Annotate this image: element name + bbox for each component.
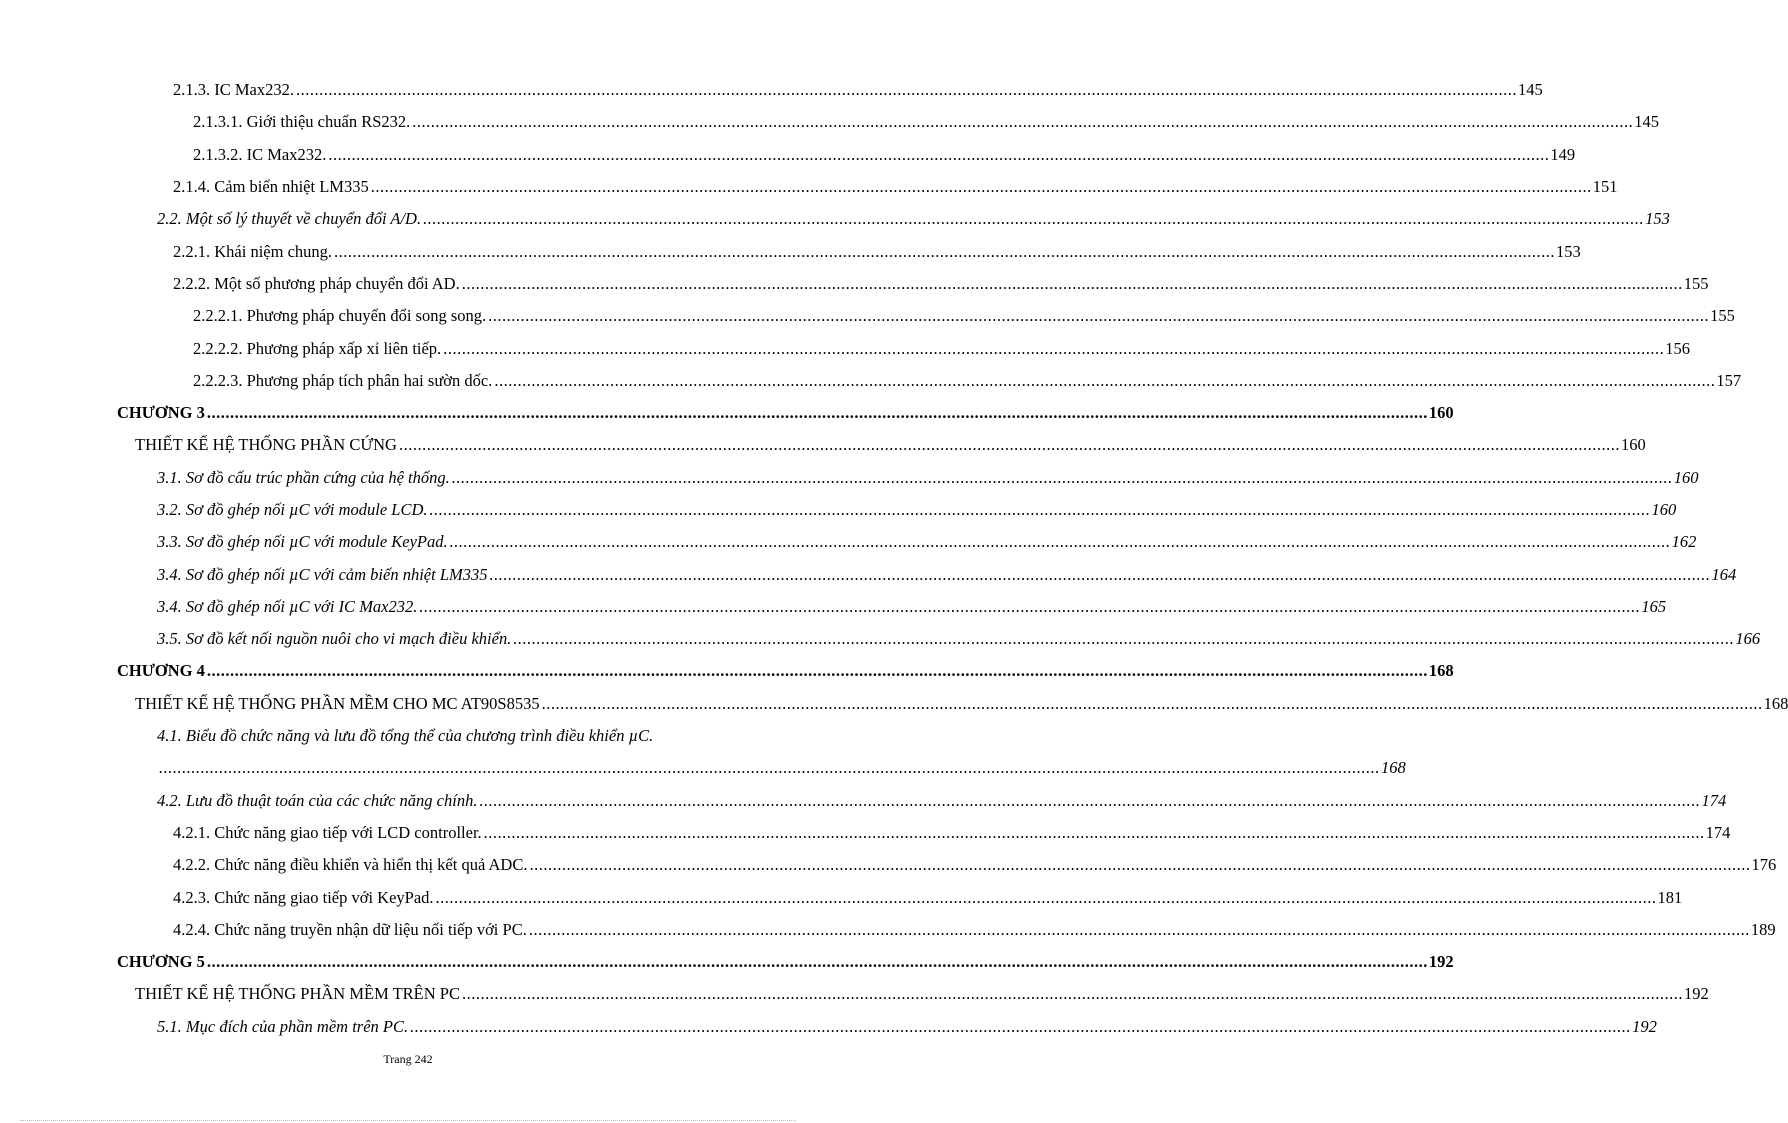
toc-entry (0, 235, 1581, 267)
toc-dot-leader (479, 791, 1700, 811)
toc-entry-label: 2.1.4. Cảm biến nhiệt LM335 (173, 177, 369, 197)
toc-entry (0, 914, 1776, 946)
toc-dot-leader (542, 694, 1763, 714)
toc-dot-leader (462, 984, 1683, 1004)
toc-entry-line (0, 112, 1660, 132)
toc-entry-label: 3.2. Sơ đồ ghép nối µC với module LCD. (157, 500, 428, 519)
toc-entry-label: 4.2.3. Chức năng giao tiếp với KeyPad. (173, 887, 434, 907)
toc-dot-leader (452, 468, 1673, 488)
toc-entry (0, 332, 1690, 364)
toc-dot-leader (488, 306, 1709, 326)
toc-page-number: 162 (1671, 532, 1697, 552)
toc-entry-line (0, 306, 1735, 326)
toc-entry (0, 849, 1777, 881)
toc-entry-label: 5.1. Mục đích của phần mềm trên PC. (157, 1016, 409, 1036)
toc-dot-leader (529, 855, 1750, 875)
toc-entry (0, 268, 1709, 300)
toc-page-number: 151 (1592, 177, 1618, 197)
toc-dot-leader (371, 177, 1592, 197)
toc-entry (0, 558, 1737, 590)
toc-dot-leader (410, 1017, 1631, 1037)
toc-entry (0, 881, 1683, 913)
toc-dot-leader (513, 629, 1734, 649)
toc-entry (0, 688, 1788, 720)
toc-page-number: 156 (1665, 338, 1690, 358)
toc-entry-label: THIẾT KẾ HỆ THỐNG PHẦN MỀM TRÊN PC (135, 984, 460, 1004)
toc-entry-label: 3.4. Sơ đồ ghép nối µC với IC Max232. (157, 596, 418, 616)
toc-page-number: 155 (1710, 306, 1735, 326)
toc-page-number: 155 (1683, 273, 1709, 293)
toc-page-number: 192 (1683, 984, 1709, 1004)
toc-entry-label: 3.3. Sơ đồ ghép nối µC với module KeyPad. (157, 532, 448, 552)
toc-entry-label: 2.1.3. IC Max232. (173, 80, 294, 100)
toc-entry-line (0, 532, 1697, 552)
toc-dot-leader (296, 80, 1517, 100)
toc-dot-leader (436, 888, 1657, 908)
toc-entry-line (0, 338, 1690, 359)
toc-entry (0, 817, 1731, 849)
toc-entry-line (0, 209, 1670, 229)
toc-page-number: 160 (1620, 435, 1646, 455)
toc-entry-line (0, 596, 1667, 617)
toc-dot-leader (484, 823, 1705, 843)
toc-entry (0, 74, 1543, 106)
toc-entry (0, 785, 1727, 817)
toc-page-number: 189 (1750, 919, 1776, 939)
toc-entry-label: 2.1.3.1. Giới thiệu chuẩn RS232. (193, 112, 411, 132)
toc-entry (0, 494, 1677, 526)
toc-dot-leader (443, 339, 1664, 359)
toc-entry-line (0, 403, 1454, 423)
toc-page-number: 145 (1634, 112, 1660, 132)
toc-entry (0, 429, 1646, 461)
toc-entry-label: 4.2.2. Chức năng điều khiển và hiển thị kết quả ADC. (173, 855, 528, 875)
toc-dot-leader (159, 758, 1380, 778)
toc-dot-leader (334, 242, 1555, 262)
toc-entry-label: 3.5. Sơ đồ kết nối nguồn nuôi cho vi mạch điều khiển. (157, 629, 512, 649)
toc-entry-line (0, 629, 1761, 649)
toc-dot-leader (412, 112, 1633, 132)
toc-page-number: 160 (1673, 467, 1699, 487)
toc-entry (0, 300, 1735, 332)
toc-dot-leader (207, 661, 1428, 681)
toc-entry-label: 4.1. Biểu đồ chức năng và lưu đồ tổng thể của chương trình điều khiển µC. (157, 726, 654, 746)
toc-page-number: 176 (1751, 855, 1777, 875)
page-footer: Trang 242 (383, 1052, 433, 1066)
toc-entry (0, 752, 1406, 784)
toc-page-number: 166 (1735, 629, 1761, 649)
toc-dot-leader (529, 920, 1750, 940)
toc-entry-line (0, 758, 1406, 778)
toc-entry-line (0, 887, 1683, 908)
toc-page-number: 153 (1556, 241, 1581, 261)
toc-entry-line (0, 1016, 1657, 1037)
toc-entry-label: 2.2.2. Một số phương pháp chuyển đổi AD. (173, 273, 460, 293)
table-of-contents (0, 74, 1788, 1043)
toc-entry-label: 3.4. Sơ đồ ghép nối µC với cảm biến nhiệt LM335 (157, 564, 488, 584)
toc-entry (0, 203, 1670, 235)
toc-entry-line (0, 855, 1777, 875)
toc-entry-line (0, 952, 1454, 972)
toc-entry-line (0, 661, 1454, 681)
toc-entry (0, 106, 1660, 138)
toc-page-number: 164 (1711, 564, 1737, 584)
toc-entry-label: CHƯƠNG 3 (117, 403, 205, 423)
toc-entry-label: 3.1. Sơ đồ cấu trúc phần cứng của hệ thống. (157, 467, 450, 487)
toc-dot-leader (419, 597, 1640, 617)
toc-entry-label: 2.2.2.1. Phương pháp chuyển đổi song song. (193, 306, 487, 326)
toc-entry-line (0, 241, 1581, 262)
toc-entry (0, 946, 1454, 978)
toc-page-number: 157 (1716, 370, 1742, 390)
toc-page-number: 145 (1518, 80, 1543, 100)
toc-dot-leader (423, 209, 1644, 229)
toc-entry-line (0, 467, 1699, 488)
toc-entry (0, 462, 1699, 494)
toc-entry-label: 2.2.2.3. Phương pháp tích phân hai sườn dốc. (193, 370, 493, 390)
toc-entry (0, 978, 1709, 1010)
toc-page-number: 168 (1763, 693, 1788, 713)
toc-entry-label: 4.2. Lưu đồ thuật toán của các chức năng chính. (157, 790, 478, 810)
toc-dot-leader (207, 403, 1428, 423)
toc-entry-line (0, 822, 1731, 843)
toc-entry-label: 2.2. Một số lý thuyết về chuyển đổi A/D. (157, 209, 422, 229)
toc-entry (0, 591, 1667, 623)
toc-entry-line (0, 984, 1709, 1004)
toc-entry-line (0, 370, 1742, 391)
toc-entry-line (0, 435, 1646, 455)
toc-entry-line (0, 726, 816, 746)
toc-dot-leader (207, 952, 1428, 972)
toc-page-number: 149 (1550, 144, 1576, 164)
toc-page-number: 165 (1641, 596, 1667, 616)
toc-dot-leader (450, 532, 1671, 552)
toc-entry-line (0, 80, 1543, 100)
toc-entry (0, 655, 1454, 687)
toc-page-number: 174 (1701, 790, 1727, 810)
toc-page-number: 168 (1428, 661, 1454, 681)
toc-entry-line (0, 564, 1737, 585)
toc-entry-label: CHƯƠNG 4 (117, 661, 205, 681)
toc-entry-line (0, 500, 1677, 520)
toc-entry-label: 2.1.3.2. IC Max232. (193, 144, 327, 164)
toc-page-number: 153 (1645, 209, 1670, 229)
toc-entry (0, 1011, 1657, 1043)
toc-entry (0, 171, 1618, 203)
toc-entry-label: 4.2.4. Chức năng truyền nhận dữ liệu nối tiếp với PC. (173, 919, 527, 939)
toc-entry-line (0, 144, 1576, 165)
toc-dot-leader (399, 435, 1620, 455)
toc-entry (0, 720, 816, 752)
toc-dot-leader (494, 371, 1715, 391)
toc-entry-label: 2.2.2.2. Phương pháp xấp xỉ liên tiếp. (193, 338, 442, 358)
toc-entry-line (0, 273, 1709, 294)
toc-dot-leader (430, 500, 1651, 520)
toc-dot-leader (462, 274, 1683, 294)
toc-page-number: 168 (1381, 758, 1406, 778)
toc-dot-leader (490, 565, 1711, 585)
toc-entry-label: 4.2.1. Chức năng giao tiếp với LCD controller. (173, 822, 482, 842)
toc-entry (0, 365, 1742, 397)
toc-entry-label: CHƯƠNG 5 (117, 952, 205, 972)
toc-dot-leader (328, 145, 1549, 165)
toc-page-number: 192 (1428, 952, 1454, 972)
toc-entry-line (0, 693, 1788, 714)
toc-page-number: 174 (1705, 822, 1731, 842)
toc-entry (0, 526, 1697, 558)
toc-entry-label: 2.2.1. Khái niệm chung. (173, 241, 333, 261)
toc-entry-label: THIẾT KẾ HỆ THỐNG PHẦN CỨNG (135, 435, 397, 455)
toc-entry-line (0, 790, 1727, 811)
toc-entry-line (0, 177, 1618, 197)
toc-page-number: 160 (1651, 500, 1677, 519)
toc-page-number: 181 (1657, 887, 1683, 907)
toc-entry (0, 623, 1761, 655)
toc-entry (0, 139, 1576, 171)
toc-entry-label: THIẾT KẾ HỆ THỐNG PHẦN MỀM CHO MC AT90S8535 (135, 693, 540, 713)
toc-entry-line (0, 919, 1776, 940)
page-border-line (20, 1120, 796, 1121)
toc-entry (0, 397, 1454, 429)
toc-page-number: 192 (1632, 1016, 1657, 1036)
toc-page-number: 160 (1428, 403, 1454, 423)
